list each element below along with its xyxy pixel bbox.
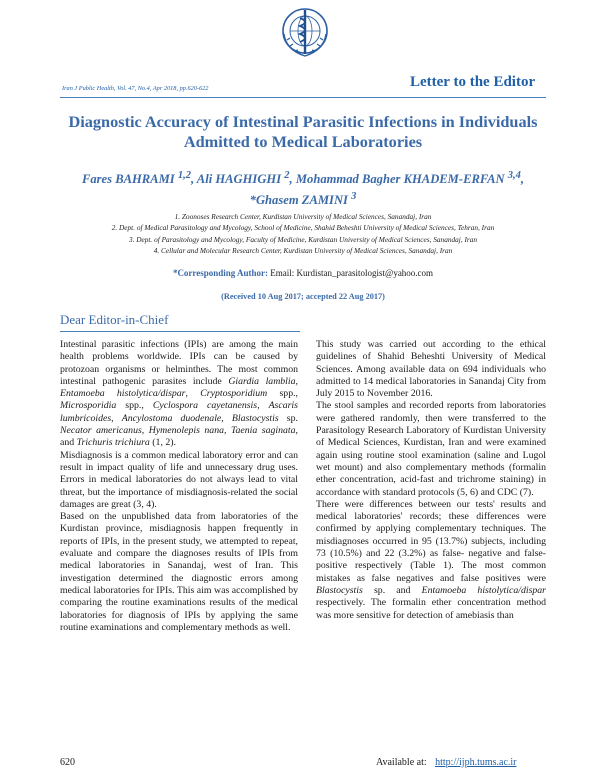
affiliation-item: 1. Zoonoses Research Center, Kurdistan University of Medical Sciences, Sanandaj, Iran — [174, 212, 432, 221]
corresponding-author — [60, 268, 546, 278]
article-type: Letter to the Editor — [410, 74, 536, 90]
received-dates: (Received 10 Aug 2017; accepted 22 Aug 2017) — [221, 292, 385, 301]
authors-line-1: Fares BAHRAMI $^{1,2}$, Ali HAGHIGHI $^2$, Mohammad Bagher KHADEM-ERFAN $^{3,4}$, — [81, 170, 525, 187]
article-title: Diagnostic Accuracy of Intestinal Parasitic Infections in Individuals Admitted to Medical Laboratories — [68, 112, 538, 151]
left-column — [60, 339, 298, 634]
journal-url-link[interactable]: http://ijph.tums.ac.ir — [435, 757, 517, 768]
body-paragraph: Based on the unpublished data from laboratories of the Kurdistan province, misdiagnosis happen frequently in reports of IPIs, in the present study, we attempted to repeat, evaluate and compare the diagnoses results of IPIs from medical laboratories in Sanandaj, west of Iran. This investigation determined the diagnostic errors among medical laboratories for IPIs. This aim was accomplished by comparing the routine examinations results of the medical laboratories for diagnosis of IPIs by applying the same routine examinations and complementary methods as well. — [60, 511, 298, 633]
body-paragraph: Misdiagnosis is a common medical laboratory error and can result in impact quality of life and unnecessary drug uses. Errors in medical laboratories do not always lead to vital threat, but the importance of misdiagnosis-related the social damages are great (3, 4). — [60, 449, 298, 510]
salutation-rule — [60, 331, 300, 332]
body-paragraph: The stool samples and recorded reports from laboratories were gathered randomly, then were transferred to the Parasitology Research Laboratory of Kurdistan University of Medical Sciences, Kurdistan, Iran and were examined again using routine stool examination (saline and Lugol wet mount) and also complementary methods (formalin ether concentration, acid-fast and trichrome staining) in accordance with standard protocols (5, 6) and CDC (7). — [316, 400, 546, 498]
corresponding-label: *Corresponding Author: — [172, 268, 269, 278]
body-paragraph: This study was carried out according to the ethical guidelines of Shahid Beheshti University of Medical Sciences. Among available data on 694 individuals who admitted to 14 medical laboratories in Sanandaj City from July 2015 to November 2016. — [316, 339, 546, 400]
affiliation-item: 2. Dept. of Medical Parasitology and Mycology, School of Medicine, Shahid Beheshti University of Medical Sciences, Tehran, Iran — [111, 223, 495, 233]
salutation: Dear Editor-in-Chief — [60, 312, 169, 327]
corresponding-email: Email: Kurdistan_parasitologist@yahoo.com — [270, 268, 434, 278]
body-paragraph: Intestinal parasitic infections (IPIs) are among the main health problems worldwide. IPIs can be caused by protozoan organisms or helminthes. The most common intestinal pathogenic parasites include Giardia lamblia, Entamoeba histolytica/dispar, Cryptosporidium spp., Microsporidia spp., Cyclospora cayetanensis, Ascaris lumbricoides, Ancylostoma duodenale, Blastocystis sp. Necator americanus, Hymenolepis nana, Taenia saginata, and Trichuris trichiura (1, 2). — [60, 339, 298, 449]
footer-availability — [376, 757, 517, 768]
body-paragraph: There were differences between our tests' results and medical laboratories' records; these differences were confirmed by applying complementary techniques. The misdiagnoses occurred in 95 (13.7%) subjects, including 73 (10.5%) and 22 (3.2%) as false- negative and false- positive respectively (Table 1). The most common mistakes as false negatives and false positives were Blastocystis sp. and Entamoeba histolytica/dispar respectively. The formalin ether concentration method was more sensitive for detection of amebiasis than — [316, 498, 546, 621]
journal-logo — [278, 4, 332, 62]
authors-line-2: *Ghasem ZAMINI $^3$ — [249, 191, 357, 208]
affiliation-item: 3. Dept. of Parasitology and Mycology, Faculty of Medicine, Kurdistan University of Medical Sciences, Sanandaj, Iran — [128, 234, 478, 244]
journal-citation: Iran J Public Health, Vol. 47, No.4, Apr 2018, pp.620-622 — [62, 85, 209, 92]
affiliations — [60, 211, 546, 257]
available-label: Available at: — [376, 757, 427, 768]
header-rule — [60, 97, 546, 98]
authors — [60, 167, 546, 209]
affiliation-item: 4. Cellular and Molecular Research Center, Kurdistan University of Medical Sciences, Sanandaj, Iran — [153, 246, 453, 256]
right-column — [316, 339, 546, 622]
page-number: 620 — [60, 757, 75, 768]
